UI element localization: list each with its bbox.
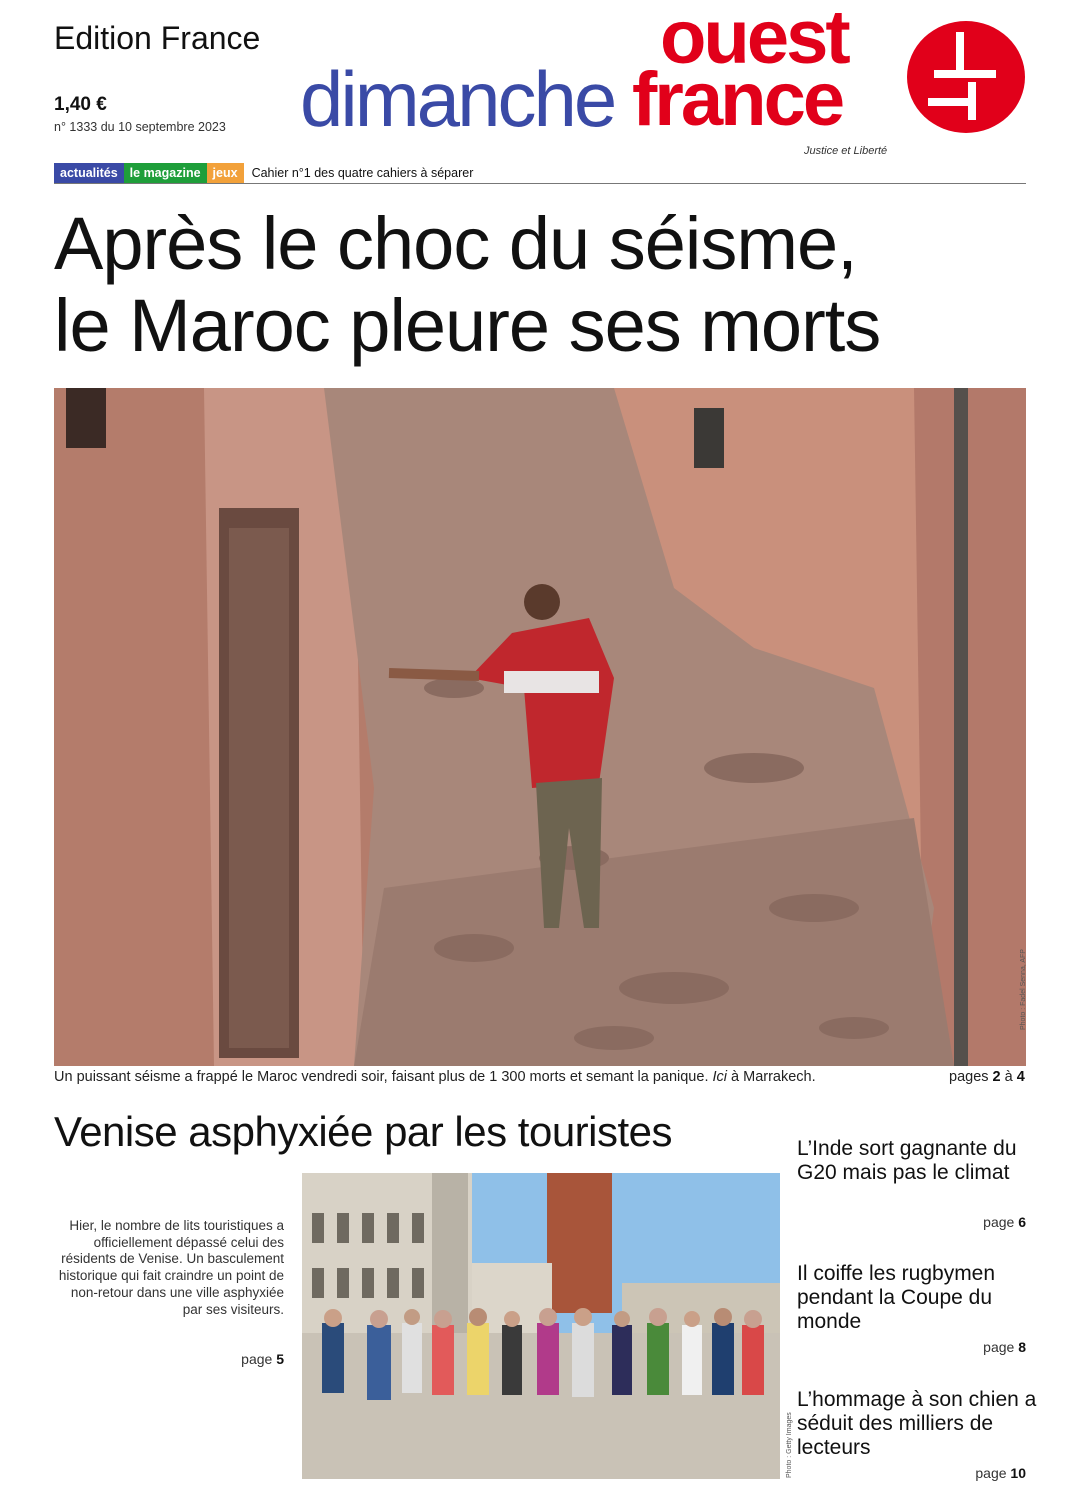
side-story-inde-page[interactable] xyxy=(797,1214,1026,1230)
section-tabs xyxy=(54,163,473,183)
side-story-chien-page[interactable] xyxy=(797,1465,1026,1481)
side-story-inde-title[interactable]: L’Inde sort gagnante du G20 mais pas le climat xyxy=(797,1137,1017,1184)
motto: Justice et Liberté xyxy=(804,145,888,157)
masthead-dimanche: dimanche xyxy=(300,55,615,143)
caption-italic: Ici xyxy=(712,1069,727,1085)
caption-text: Un puissant séisme a frappé le Maroc vendredi soir, faisant plus de 1 300 morts et semant la panique. xyxy=(54,1069,713,1085)
page-prefix: page xyxy=(241,1351,277,1367)
venise-page-ref[interactable] xyxy=(54,1351,284,1367)
caption-end: à Marrakech. xyxy=(727,1069,816,1085)
side-story-rugby-title[interactable]: Il coiffe les rugbymen pendant la Coupe du monde xyxy=(797,1262,996,1333)
page-number: 5 xyxy=(276,1351,284,1367)
photo-caption xyxy=(54,1069,816,1085)
venise-headline[interactable]: Venise asphyxiée par les touristes xyxy=(54,1108,673,1155)
pages-mid: à xyxy=(1000,1069,1017,1085)
photo-credit: Photo : Fadel Senna, AFP xyxy=(1020,949,1027,1030)
page-number: 8 xyxy=(1018,1339,1026,1355)
edition-label: Edition France xyxy=(54,20,261,56)
page-number: 10 xyxy=(1010,1465,1026,1481)
headline-line-1: Après le choc du séisme, xyxy=(54,202,857,285)
pages-prefix: pages xyxy=(949,1069,993,1085)
masthead-ouest: ouest xyxy=(660,0,848,80)
price: 1,40 € xyxy=(54,94,107,115)
ouest-france-logo-icon xyxy=(906,20,1026,135)
pages-from: 2 xyxy=(992,1069,1001,1085)
cahier-note: Cahier n°1 des quatre cahiers à séparer xyxy=(251,166,474,180)
masthead-france: france xyxy=(632,57,843,142)
tab-magazine[interactable]: le magazine xyxy=(124,163,207,183)
main-headline[interactable] xyxy=(54,203,1034,367)
headline-line-2: le Maroc pleure ses morts xyxy=(54,284,881,367)
earthquake-photo[interactable] xyxy=(54,388,1026,1066)
pages-to: 4 xyxy=(1016,1069,1025,1085)
page-number: 6 xyxy=(1018,1214,1026,1230)
venise-photo-credit: Photo : Getty Images xyxy=(786,1412,793,1478)
venise-summary: Hier, le nombre de lits touristiques a officiellement dépassé celui des résidents de Venise. Un basculement historique qui fait craindre un point de non-retour dans une ville asphyxiée par ses visiteurs. xyxy=(58,1218,284,1317)
tab-actualites[interactable]: actualités xyxy=(54,163,124,183)
main-pages-ref[interactable] xyxy=(949,1069,1025,1085)
page-prefix: page xyxy=(983,1214,1019,1230)
venise-photo[interactable] xyxy=(302,1173,780,1479)
issue-date: n° 1333 du 10 septembre 2023 xyxy=(54,120,226,134)
masthead-rule xyxy=(54,183,1026,184)
page-prefix: page xyxy=(975,1465,1011,1481)
page-prefix: page xyxy=(983,1339,1019,1355)
side-story-chien-title[interactable]: L’hommage à son chien a séduit des milliers de lecteurs xyxy=(797,1388,1037,1459)
side-story-rugby-page[interactable] xyxy=(797,1339,1026,1355)
tab-jeux[interactable]: jeux xyxy=(207,163,244,183)
